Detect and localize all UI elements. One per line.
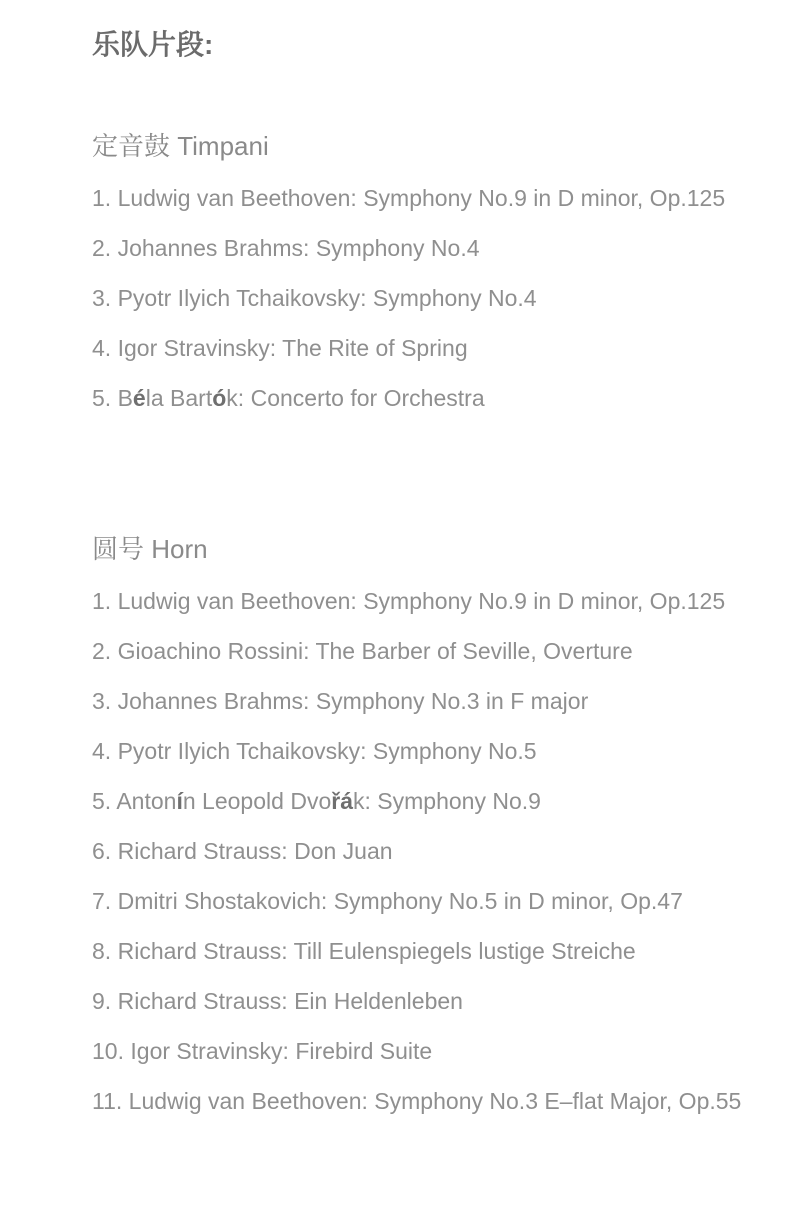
list-item: 3. Johannes Brahms: Symphony No.3 in F major [92, 688, 589, 714]
list-item: 10. Igor Stravinsky: Firebird Suite [92, 1038, 433, 1064]
repertoire-list [92, 576, 768, 1126]
accented-letter: á [340, 788, 353, 814]
repertoire-list [92, 173, 768, 423]
accented-letter: í [176, 788, 183, 814]
section-heading: 圆号 Horn [92, 534, 208, 564]
page-title: 乐队片段: [92, 29, 214, 60]
list-item: 11. Ludwig van Beethoven: Symphony No.3 E–flat Major, Op.55 [92, 1088, 742, 1114]
list-item: 9. Richard Strauss: Ein Heldenleben [92, 988, 463, 1014]
list-item: 8. Richard Strauss: Till Eulenspiegels lustige Streiche [92, 938, 636, 964]
list-item: 2. Johannes Brahms: Symphony No.4 [92, 235, 480, 261]
accented-letter: ř [331, 788, 341, 814]
accented-letter: ó [212, 385, 227, 411]
list-item: 5. Béla Bartók: Concerto for Orchestra [92, 385, 485, 411]
list-item: 7. Dmitri Shostakovich: Symphony No.5 in D minor, Op.47 [92, 888, 683, 914]
instrument-section [92, 120, 768, 423]
instrument-section [92, 523, 768, 1126]
list-item: 1. Ludwig van Beethoven: Symphony No.9 in D minor, Op.125 [92, 588, 726, 614]
section-heading: 定音鼓 Timpani [92, 131, 269, 161]
list-item: 1. Ludwig van Beethoven: Symphony No.9 in D minor, Op.125 [92, 185, 726, 211]
list-item: 5. Antonín Leopold Dvořák: Symphony No.9 [92, 788, 541, 814]
sections-container [92, 120, 768, 1126]
list-item: 4. Pyotr Ilyich Tchaikovsky: Symphony No.5 [92, 738, 537, 764]
list-item: 2. Gioachino Rossini: The Barber of Seville, Overture [92, 638, 633, 664]
list-item: 3. Pyotr Ilyich Tchaikovsky: Symphony No.4 [92, 285, 537, 311]
list-item: 6. Richard Strauss: Don Juan [92, 838, 393, 864]
accented-letter: é [132, 385, 146, 411]
list-item: 4. Igor Stravinsky: The Rite of Spring [92, 335, 468, 361]
